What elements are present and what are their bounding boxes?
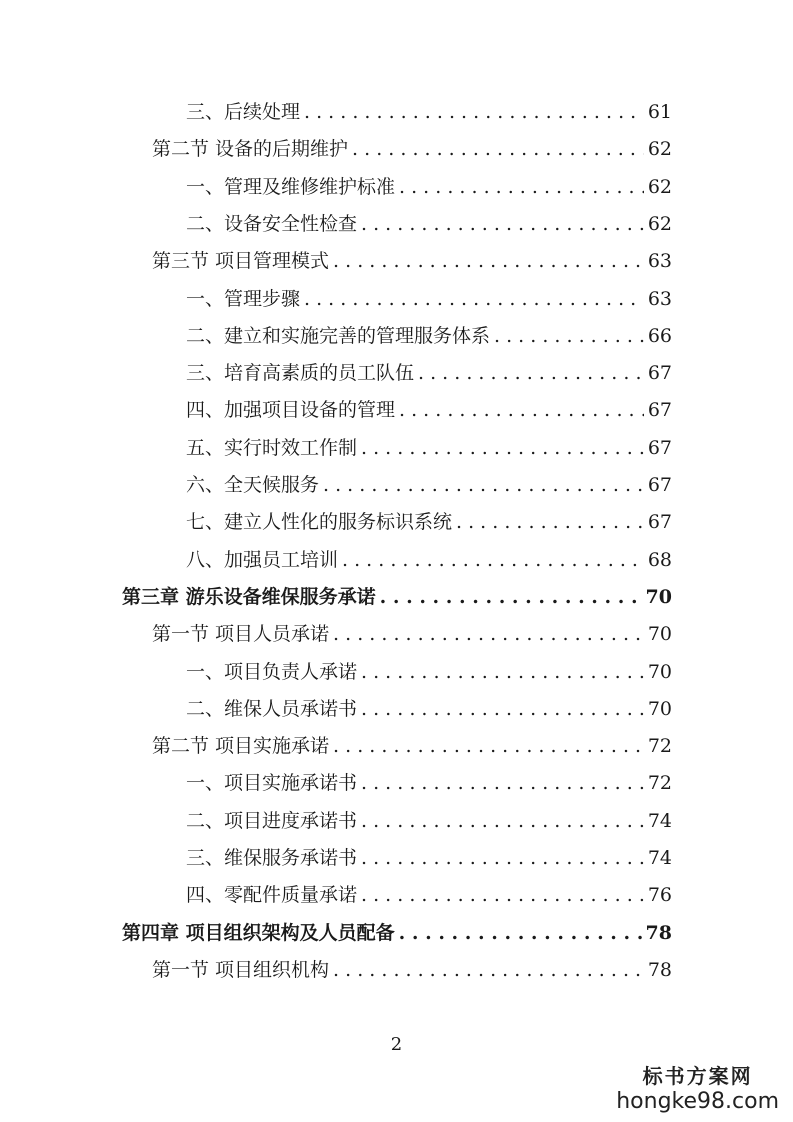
toc-title: 二、建立和实施完善的管理服务体系 (186, 325, 491, 347)
toc-title: 第三章 游乐设备维保服务承诺 (122, 586, 376, 608)
toc-leader-dots (333, 734, 644, 758)
toc-leader-dots (361, 436, 644, 460)
toc-title: 二、设备安全性检查 (186, 213, 358, 235)
watermark-logo (616, 1060, 779, 1114)
toc-page-number: 70 (645, 586, 672, 608)
page-number: 2 (390, 1034, 403, 1055)
toc-page-number: 63 (647, 250, 672, 272)
toc-title: 二、项目进度承诺书 (186, 810, 358, 832)
toc-subsection[interactable] (186, 324, 672, 348)
toc-page-number: 63 (647, 288, 672, 310)
toc-page-number: 67 (647, 437, 672, 459)
toc-section[interactable] (152, 249, 672, 273)
toc-title: 第一节 项目组织机构 (152, 959, 330, 981)
toc-subsection[interactable] (186, 473, 672, 497)
toc-leader-dots (361, 846, 644, 870)
toc-subsection[interactable] (186, 212, 672, 236)
toc-page-number: 67 (647, 399, 672, 421)
toc-leader-dots (361, 660, 644, 684)
toc-leader-dots (304, 287, 644, 311)
toc-leader-dots (399, 921, 642, 945)
toc-section[interactable] (152, 622, 672, 646)
toc-title: 第四章 项目组织架构及人员配备 (122, 922, 395, 944)
toc-leader-dots (323, 473, 644, 497)
toc-leader-dots (361, 883, 644, 907)
toc-page-number: 67 (647, 474, 672, 496)
toc-title: 第三节 项目管理模式 (152, 250, 330, 272)
toc-subsection[interactable] (186, 361, 672, 385)
toc-leader-dots (361, 212, 644, 236)
toc-title: 一、管理及维修维护标准 (186, 176, 396, 198)
toc-subsection[interactable] (186, 846, 672, 870)
toc-leader-dots (361, 809, 644, 833)
toc-title: 一、项目实施承诺书 (186, 772, 358, 794)
toc-page-number: 76 (647, 884, 672, 906)
toc-leader-dots (418, 361, 644, 385)
toc-title: 三、培育高素质的员工队伍 (186, 362, 415, 384)
toc-page-number: 67 (647, 362, 672, 384)
toc-subsection[interactable] (186, 809, 672, 833)
toc-page-number: 66 (647, 325, 672, 347)
toc-subsection[interactable] (186, 771, 672, 795)
toc-page-number: 62 (647, 213, 672, 235)
toc-subsection[interactable] (186, 287, 672, 311)
toc-page-number: 61 (647, 101, 672, 123)
toc-leader-dots (361, 771, 644, 795)
toc-leader-dots (380, 585, 642, 609)
toc-leader-dots (352, 137, 644, 161)
toc-subsection[interactable] (186, 436, 672, 460)
toc-subsection[interactable] (186, 697, 672, 721)
toc-page-number: 68 (647, 549, 672, 571)
toc-subsection[interactable] (186, 883, 672, 907)
toc-page-number: 70 (647, 661, 672, 683)
toc-subsection[interactable] (186, 660, 672, 684)
toc-subsection[interactable] (186, 175, 672, 199)
toc-subsection[interactable] (186, 398, 672, 422)
toc-title: 五、实行时效工作制 (186, 437, 358, 459)
toc-page-number: 70 (647, 623, 672, 645)
toc-title: 三、后续处理 (186, 101, 301, 123)
toc-page-number: 67 (647, 511, 672, 533)
toc-page-number: 78 (647, 959, 672, 981)
toc-subsection[interactable] (186, 510, 672, 534)
toc-leader-dots (333, 249, 644, 273)
toc-section[interactable] (152, 734, 672, 758)
toc-page-number: 78 (645, 922, 672, 944)
toc-title: 第二节 项目实施承诺 (152, 735, 330, 757)
toc-page-number: 72 (647, 772, 672, 794)
toc-title: 第二节 设备的后期维护 (152, 138, 349, 160)
toc-page-number: 70 (647, 698, 672, 720)
toc-page-number: 74 (647, 810, 672, 832)
toc-leader-dots (399, 175, 644, 199)
toc-page-number: 62 (647, 176, 672, 198)
watermark-text: 标书方案网 (642, 1064, 753, 1088)
toc-section[interactable] (152, 137, 672, 161)
toc-chapter[interactable] (122, 585, 672, 609)
toc-leader-dots (456, 510, 644, 534)
toc-chapter[interactable] (122, 921, 672, 945)
toc-leader-dots (333, 622, 644, 646)
toc-section[interactable] (152, 958, 672, 982)
toc-title: 六、全天候服务 (186, 474, 320, 496)
watermark-url: hongke98.com (616, 1089, 779, 1114)
toc-title: 一、管理步骤 (186, 288, 301, 310)
toc-leader-dots (361, 697, 644, 721)
toc-page-number: 72 (647, 735, 672, 757)
toc-title: 三、维保服务承诺书 (186, 847, 358, 869)
toc-title: 四、加强项目设备的管理 (186, 399, 396, 421)
toc-leader-dots (342, 548, 644, 572)
toc-title: 八、加强员工培训 (186, 549, 339, 571)
toc-page-number: 62 (647, 138, 672, 160)
toc-title: 二、维保人员承诺书 (186, 698, 358, 720)
toc-title: 一、项目负责人承诺 (186, 661, 358, 683)
toc-page-number: 74 (647, 847, 672, 869)
toc-leader-dots (304, 100, 644, 124)
toc-title: 七、建立人性化的服务标识系统 (186, 511, 453, 533)
toc-subsection[interactable] (186, 100, 672, 124)
toc-leader-dots (399, 398, 644, 422)
toc-subsection[interactable] (186, 548, 672, 572)
toc-leader-dots (333, 958, 644, 982)
toc-title: 四、零配件质量承诺 (186, 884, 358, 906)
toc-title: 第一节 项目人员承诺 (152, 623, 330, 645)
toc-leader-dots (494, 324, 644, 348)
